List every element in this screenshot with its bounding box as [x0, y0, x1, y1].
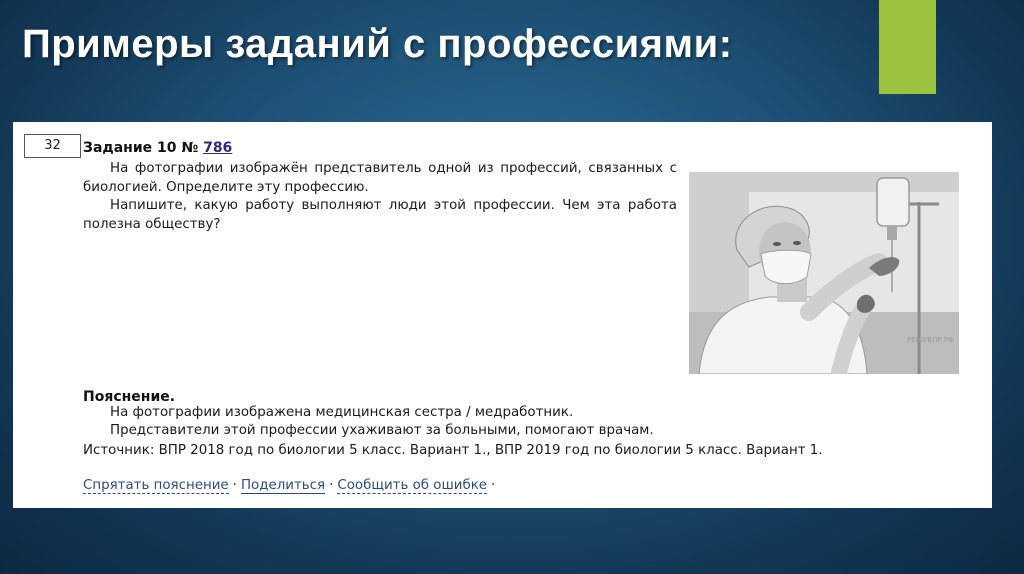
share-link[interactable]: Поделиться: [240, 478, 326, 493]
action-links: [83, 478, 499, 493]
task-paragraph: Напишите, какую работу выполняют люди этой профессии. Чем эта работа полезна обществу?: [83, 198, 677, 232]
task-number-link[interactable]: 786: [203, 140, 233, 156]
task-header-prefix: Задание 10 №: [83, 140, 199, 156]
link-separator: ·: [329, 478, 334, 493]
link-separator: ·: [232, 478, 237, 493]
explanation-text: [83, 404, 654, 440]
explanation-heading: Пояснение.: [83, 389, 176, 405]
hide-explanation-link[interactable]: Спрятать пояснение: [83, 478, 229, 493]
accent-bar: [879, 0, 936, 94]
explanation-line: Представители этой профессии ухаживают за больными, помогают врачам.: [110, 423, 654, 438]
task-header: [83, 140, 232, 156]
link-separator: ·: [491, 478, 496, 493]
task-text: [83, 160, 677, 234]
task-paragraph: На фотографии изображён представитель одной из профессий, связанных с биологией. Определите эту профессию.: [83, 161, 677, 195]
nurse-illustration: [689, 172, 959, 374]
task-panel: [13, 122, 992, 508]
nurse-photo: [689, 172, 959, 374]
task-number-box: 32: [24, 134, 81, 158]
slide-title: Примеры заданий с профессиями:: [22, 22, 733, 66]
report-error-link[interactable]: Сообщить об ошибке: [337, 478, 488, 493]
explanation-line: На фотографии изображена медицинская сестра / медработник.: [110, 405, 574, 420]
source-text: Источник: ВПР 2018 год по биологии 5 класс. Вариант 1., ВПР 2019 год по биологии 5 класс. Вариант 1.: [83, 443, 823, 458]
photo-watermark: РЕШУВПР.РФ: [907, 336, 955, 344]
